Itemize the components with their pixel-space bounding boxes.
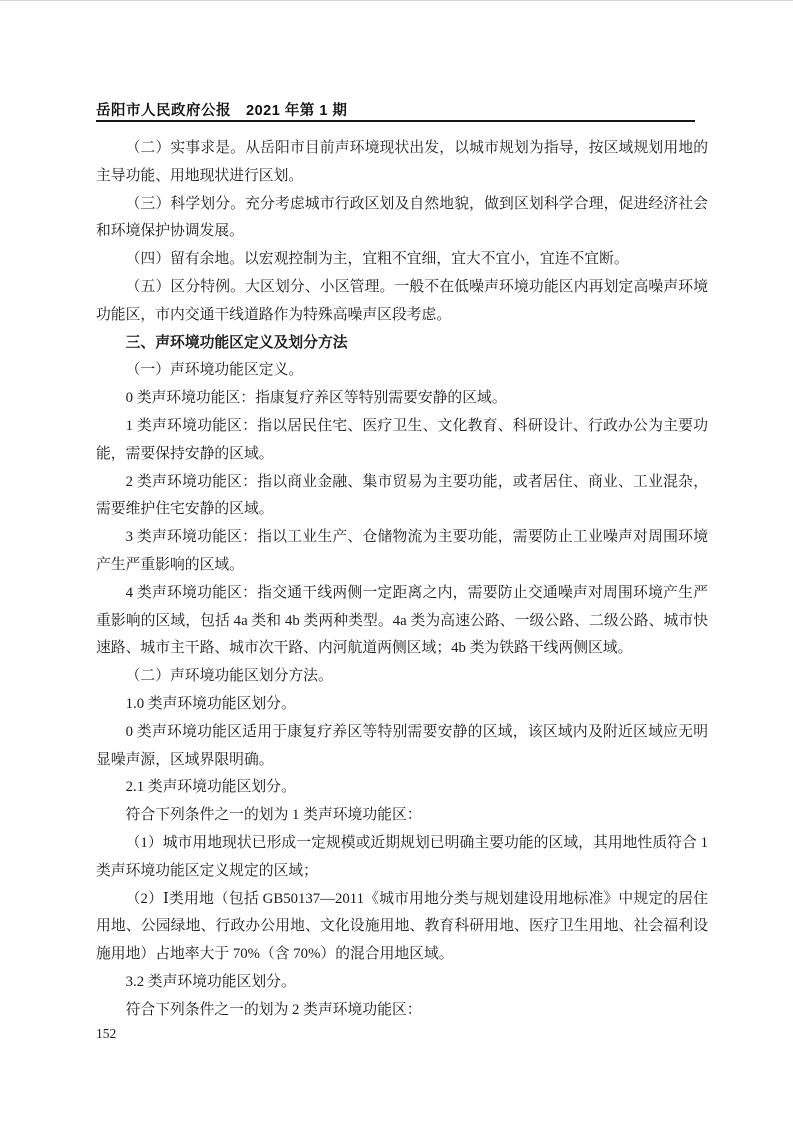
- paragraph: 符合下列条件之一的划为 1 类声环境功能区：: [125, 807, 422, 824]
- scan-top-edge-line: [0, 0, 793, 1]
- paragraph: 3.2 类声环境功能区划分。: [125, 973, 296, 990]
- paragraph: 0 类声环境功能区适用于康复疗养区等特别需要安静的区域，该区域内及附近区域应无明显噪声源，区域界限明确。: [96, 723, 708, 768]
- paragraph: （二）实事求是。从岳阳市目前声环境现状出发，以城市规划为指导，按区域规划用地的主导功能、用地现状进行区划。: [96, 140, 708, 184]
- paragraph: （2）Ⅰ类用地（包括 GB50137—2011《城市用地分类与规划建设用地标准》中规定的居住用地、公园绿地、行政办公用地、文化设施用地、教育科研用地、医疗卫生用地、社会福利设施用地）占地率大于 70%（含 70%）的混合用地区域。: [96, 890, 708, 963]
- paragraph: 符合下列条件之一的划为 2 类声环境功能区：: [125, 1001, 422, 1018]
- paragraph: 1 类声环境功能区：指以居民住宅、医疗卫生、文化教育、科研设计、行政办公为主要功能，需要保持安静的区域。: [96, 417, 708, 462]
- paragraph: 4 类声环境功能区：指交通干线两侧一定距离之内，需要防止交通噪声对周围环境产生严重影响的区域，包括 4a 类和 4b 类两种类型。4a 类为高速公路、一级公路、二级公路、城市快速路、城市主干路、城市次干路、内河航道两侧区域；4b 类为铁路干线两侧区域。: [96, 584, 708, 657]
- paragraph: （一）声环境功能区定义。: [125, 362, 304, 379]
- header-rule: [96, 120, 695, 122]
- gazette-title: 岳阳市人民政府公报: [96, 103, 231, 119]
- paragraph: （1）城市用地现状已形成一定规模或近期规划已明确主要功能的区域，其用地性质符合 1 类声环境功能区定义规定的区域；: [96, 834, 708, 879]
- paragraph: （五）区分特例。大区划分、小区管理。一般不在低噪声环境功能区内再划定高噪声环境功能区，市内交通干线道路作为特殊高噪声区段考虑。: [96, 278, 708, 323]
- page-number: 152: [96, 1026, 117, 1041]
- paragraph: 1.0 类声环境功能区划分。: [125, 695, 296, 712]
- paragraph: 3 类声环境功能区：指以工业生产、仓储物流为主要功能，需要防止工业噪声对周围环境产生严重影响的区域。: [96, 529, 708, 573]
- paragraph: 2 类声环境功能区：指以商业金融、集市贸易为主要功能，或者居住、商业、工业混杂，需要维护住宅安静的区域。: [96, 473, 708, 518]
- gazette-issue: 2021 年第 1 期: [246, 103, 348, 119]
- section-heading: 三、声环境功能区定义及划分方法: [125, 334, 348, 351]
- document-body: [96, 135, 708, 1025]
- paragraph: （二）声环境功能区划分方法。: [125, 668, 333, 685]
- running-header: [96, 99, 708, 120]
- paragraph: （四）留有余地。以宏观控制为主，宜粗不宜细，宜大不宜小，宜连不宜断。: [125, 251, 629, 268]
- paragraph: 0 类声环境功能区：指康复疗养区等特别需要安静的区域。: [125, 390, 507, 407]
- paragraph: （三）科学划分。充分考虑城市行政区划及自然地貌，做到区划科学合理，促进经济社会和环境保护协调发展。: [96, 195, 708, 240]
- paragraph: 2.1 类声环境功能区划分。: [125, 779, 296, 796]
